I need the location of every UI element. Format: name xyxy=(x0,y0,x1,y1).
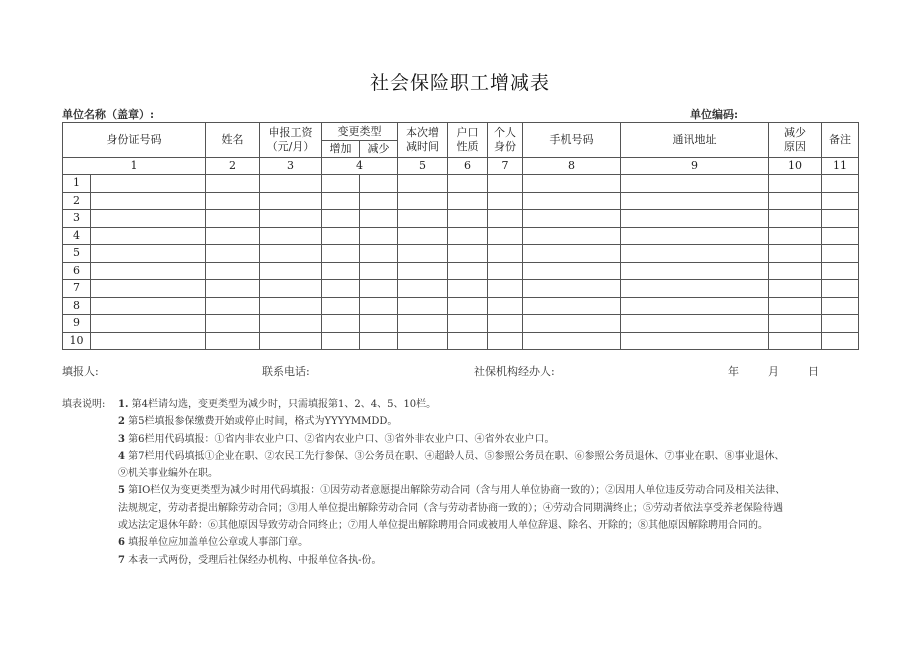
table-cell[interactable] xyxy=(398,245,448,263)
table-cell[interactable] xyxy=(769,315,822,333)
row-number: 7 xyxy=(63,280,91,298)
instruction-number: 5 xyxy=(118,485,125,497)
agent-label: 社保机构经办人: xyxy=(474,365,555,378)
instruction-body: 第6栏用代码填报：①省内非农业户口、②省内农业户口、③省外非农业户口、④省外农业户口。 xyxy=(124,433,555,445)
table-cell[interactable] xyxy=(621,245,769,263)
row-number: 1 xyxy=(63,175,91,193)
table-cell[interactable] xyxy=(260,245,322,263)
table-cell[interactable] xyxy=(822,227,859,245)
table-cell[interactable] xyxy=(523,210,621,228)
column-number-row xyxy=(63,158,859,175)
header-increase: 增加 xyxy=(322,141,360,158)
table-cell[interactable] xyxy=(621,315,769,333)
table-cell[interactable] xyxy=(360,245,398,263)
table-cell[interactable] xyxy=(769,297,822,315)
table-cell[interactable] xyxy=(360,297,398,315)
table-cell[interactable] xyxy=(260,315,322,333)
table-cell[interactable] xyxy=(769,332,822,350)
header-phone: 手机号码 xyxy=(523,123,621,158)
table-cell[interactable] xyxy=(91,297,206,315)
instruction-number: 2 xyxy=(118,416,125,428)
table-row xyxy=(63,175,859,193)
table-cell[interactable] xyxy=(322,297,360,315)
table-cell[interactable] xyxy=(822,245,859,263)
header-row xyxy=(63,123,859,141)
header-wage-line2: （元/月） xyxy=(266,140,315,153)
table-cell[interactable] xyxy=(322,175,360,193)
table-cell[interactable] xyxy=(448,175,488,193)
table-cell[interactable] xyxy=(769,280,822,298)
table-cell[interactable] xyxy=(206,297,260,315)
table-body xyxy=(63,175,859,350)
row-number: 6 xyxy=(63,262,91,280)
table-cell[interactable] xyxy=(822,192,859,210)
table-cell[interactable] xyxy=(260,175,322,193)
table-cell[interactable] xyxy=(260,297,322,315)
column-number-9: 9 xyxy=(621,158,769,175)
table-cell[interactable] xyxy=(448,192,488,210)
table-row xyxy=(63,210,859,228)
table-cell[interactable] xyxy=(621,210,769,228)
instruction-text xyxy=(118,413,788,430)
table-cell[interactable] xyxy=(822,280,859,298)
table-cell[interactable] xyxy=(360,210,398,228)
table-cell[interactable] xyxy=(621,297,769,315)
table-cell[interactable] xyxy=(360,280,398,298)
table-cell[interactable] xyxy=(322,262,360,280)
table-cell[interactable] xyxy=(91,175,206,193)
table-cell[interactable] xyxy=(621,192,769,210)
header-address: 通讯地址 xyxy=(621,123,769,158)
column-number-4: 4 xyxy=(322,158,398,175)
table-cell[interactable] xyxy=(488,297,523,315)
header-name: 姓名 xyxy=(206,123,260,158)
instruction-body: 第7栏用代码填抵①企业在职、②农民工先行参保、③公务员在职、④超龄人员、⑤参照公务员在职、⑥参照公务员退休、⑦事业在职、⑧事业退休、⑨机关事业编外在职。 xyxy=(118,450,785,480)
header-reason xyxy=(769,123,822,158)
table-cell[interactable] xyxy=(488,227,523,245)
table-cell[interactable] xyxy=(488,245,523,263)
table-cell[interactable] xyxy=(322,280,360,298)
row-number: 10 xyxy=(63,332,91,350)
row-number: 5 xyxy=(63,245,91,263)
instruction-text xyxy=(118,534,788,551)
header-time-line2: 减时间 xyxy=(406,140,439,153)
instruction-text xyxy=(118,396,788,413)
table-cell[interactable] xyxy=(360,192,398,210)
table-row xyxy=(63,227,859,245)
table-row xyxy=(63,297,859,315)
table-cell[interactable] xyxy=(398,227,448,245)
instruction-item xyxy=(62,396,862,413)
instructions-spacer xyxy=(62,482,118,534)
table-cell[interactable] xyxy=(488,332,523,350)
instruction-body: 第4栏请勾选，变更类型为减少时，只需填报第1、2、4、5、10栏。 xyxy=(128,399,437,410)
table-cell[interactable] xyxy=(322,210,360,228)
instruction-number: 6 xyxy=(118,537,125,549)
table-cell[interactable] xyxy=(769,245,822,263)
table-cell[interactable] xyxy=(523,175,621,193)
header-change-time xyxy=(398,123,448,158)
month-label: 月 xyxy=(768,365,779,378)
table-cell[interactable] xyxy=(448,245,488,263)
header-id-number: 身份证号码 xyxy=(63,123,206,158)
instruction-item xyxy=(62,482,862,534)
table-cell[interactable] xyxy=(322,332,360,350)
table-cell[interactable] xyxy=(523,262,621,280)
table-cell[interactable] xyxy=(621,280,769,298)
instruction-text xyxy=(118,448,788,483)
filler-label: 填报人: xyxy=(62,365,99,378)
table-cell[interactable] xyxy=(206,192,260,210)
instructions-spacer xyxy=(62,448,118,483)
table-cell[interactable] xyxy=(322,192,360,210)
header-wage-line1: 申报工资 xyxy=(268,126,313,139)
row-number: 8 xyxy=(63,297,91,315)
table-cell[interactable] xyxy=(91,192,206,210)
table-cell[interactable] xyxy=(206,210,260,228)
table-cell[interactable] xyxy=(360,227,398,245)
header-hukou-line1: 户口 xyxy=(456,126,479,139)
table-cell[interactable] xyxy=(822,210,859,228)
table-cell[interactable] xyxy=(523,315,621,333)
instructions-spacer xyxy=(62,413,118,430)
table-cell[interactable] xyxy=(621,175,769,193)
row-number: 3 xyxy=(63,210,91,228)
header-identity-line2: 身份 xyxy=(494,140,516,153)
table-cell[interactable] xyxy=(769,227,822,245)
table-cell[interactable] xyxy=(360,262,398,280)
instruction-number: 4 xyxy=(118,450,125,462)
table-cell[interactable] xyxy=(322,315,360,333)
table-cell[interactable] xyxy=(523,332,621,350)
unit-name-label: 单位名称（盖章）: xyxy=(62,108,155,121)
header-reason-line1: 减少 xyxy=(784,126,806,139)
table-cell[interactable] xyxy=(448,227,488,245)
table-cell[interactable] xyxy=(822,175,859,193)
table-cell[interactable] xyxy=(448,332,488,350)
table-cell[interactable] xyxy=(398,332,448,350)
instructions-spacer xyxy=(62,431,118,448)
table-cell[interactable] xyxy=(322,227,360,245)
table-cell[interactable] xyxy=(448,210,488,228)
table-cell[interactable] xyxy=(621,262,769,280)
instruction-text xyxy=(118,482,788,534)
table-cell[interactable] xyxy=(488,280,523,298)
header-wage xyxy=(260,123,322,158)
table-cell[interactable] xyxy=(398,175,448,193)
table-cell[interactable] xyxy=(488,210,523,228)
table-cell[interactable] xyxy=(769,210,822,228)
row-number: 9 xyxy=(63,315,91,333)
column-number-2: 2 xyxy=(206,158,260,175)
table-cell[interactable] xyxy=(91,262,206,280)
table-cell[interactable] xyxy=(398,262,448,280)
table-cell[interactable] xyxy=(523,192,621,210)
table-cell[interactable] xyxy=(398,315,448,333)
table-row xyxy=(63,280,859,298)
table-cell[interactable] xyxy=(206,315,260,333)
table-row xyxy=(63,192,859,210)
header-hukou-line2: 性质 xyxy=(456,140,479,153)
instruction-item xyxy=(62,552,862,569)
table-cell[interactable] xyxy=(260,262,322,280)
header-time-line1: 本次增 xyxy=(406,126,439,139)
table-cell[interactable] xyxy=(260,280,322,298)
table-cell[interactable] xyxy=(322,245,360,263)
table-cell[interactable] xyxy=(206,332,260,350)
table-cell[interactable] xyxy=(206,280,260,298)
table-cell[interactable] xyxy=(822,332,859,350)
header-change-type: 变更类型 xyxy=(322,123,398,141)
table-cell[interactable] xyxy=(523,297,621,315)
table-cell[interactable] xyxy=(398,210,448,228)
year-label: 年 xyxy=(728,365,739,378)
table-cell[interactable] xyxy=(822,262,859,280)
header-remarks: 备注 xyxy=(822,123,859,158)
table-cell[interactable] xyxy=(91,332,206,350)
instructions xyxy=(62,396,862,569)
table-row xyxy=(63,262,859,280)
table-cell[interactable] xyxy=(523,245,621,263)
table-cell[interactable] xyxy=(206,227,260,245)
unit-code-label: 单位编码: xyxy=(690,108,739,121)
header-identity xyxy=(488,123,523,158)
staff-change-table xyxy=(62,122,859,350)
instruction-text xyxy=(118,431,788,448)
table-cell[interactable] xyxy=(398,280,448,298)
instruction-number: 1. xyxy=(118,399,129,410)
header-reason-line2: 原因 xyxy=(784,140,806,153)
header-hukou xyxy=(448,123,488,158)
table-cell[interactable] xyxy=(769,192,822,210)
table-cell[interactable] xyxy=(260,192,322,210)
instructions-list xyxy=(62,396,862,569)
table-cell[interactable] xyxy=(360,175,398,193)
row-number: 2 xyxy=(63,192,91,210)
instruction-item xyxy=(62,431,862,448)
table-cell[interactable] xyxy=(260,332,322,350)
column-number-1: 1 xyxy=(63,158,206,175)
table-cell[interactable] xyxy=(260,210,322,228)
table-cell[interactable] xyxy=(206,262,260,280)
header-identity-line1: 个人 xyxy=(494,126,516,139)
column-number-11: 11 xyxy=(822,158,859,175)
table-cell[interactable] xyxy=(523,227,621,245)
instruction-number: 3 xyxy=(118,433,125,445)
column-number-7: 7 xyxy=(488,158,523,175)
page-title: 社会保险职工增减表 xyxy=(369,72,550,94)
instruction-body: 本表一式两份，受理后社保经办机构、中报单位各执-份。 xyxy=(124,554,382,566)
table-cell[interactable] xyxy=(448,315,488,333)
table-cell[interactable] xyxy=(398,192,448,210)
table-cell[interactable] xyxy=(360,315,398,333)
instruction-body: 第5栏填报参保缴费开始或停止时间，格式为YYYYMMDD。 xyxy=(124,416,398,428)
instruction-number: 7 xyxy=(118,554,125,566)
table-cell[interactable] xyxy=(91,315,206,333)
instruction-item xyxy=(62,413,862,430)
table-cell[interactable] xyxy=(488,175,523,193)
table-cell[interactable] xyxy=(448,280,488,298)
table-cell[interactable] xyxy=(91,245,206,263)
table-cell[interactable] xyxy=(769,262,822,280)
table-row xyxy=(63,245,859,263)
table-cell[interactable] xyxy=(206,175,260,193)
column-number-10: 10 xyxy=(769,158,822,175)
table-cell[interactable] xyxy=(398,297,448,315)
row-number: 4 xyxy=(63,227,91,245)
table-cell[interactable] xyxy=(621,227,769,245)
contact-phone-label: 联系电话: xyxy=(262,365,310,378)
instruction-item xyxy=(62,534,862,551)
instructions-spacer xyxy=(62,552,118,569)
column-number-3: 3 xyxy=(260,158,322,175)
instructions-spacer xyxy=(62,534,118,551)
table-cell[interactable] xyxy=(260,227,322,245)
table-cell[interactable] xyxy=(91,280,206,298)
table-cell[interactable] xyxy=(523,280,621,298)
instruction-item xyxy=(62,448,862,483)
table-row xyxy=(63,315,859,333)
table-cell[interactable] xyxy=(448,297,488,315)
table-cell[interactable] xyxy=(488,262,523,280)
column-number-6: 6 xyxy=(448,158,488,175)
instruction-body: 填报单位应加盖单位公章或人事部门章。 xyxy=(124,537,309,549)
instructions-label: 填表说明: xyxy=(62,399,106,410)
column-number-5: 5 xyxy=(398,158,448,175)
table-cell[interactable] xyxy=(822,315,859,333)
instruction-text xyxy=(118,552,788,569)
table-cell[interactable] xyxy=(91,210,206,228)
day-label: 日 xyxy=(808,365,819,378)
table-cell[interactable] xyxy=(822,297,859,315)
table-cell[interactable] xyxy=(488,315,523,333)
table-cell[interactable] xyxy=(488,192,523,210)
table-cell[interactable] xyxy=(448,262,488,280)
column-number-8: 8 xyxy=(523,158,621,175)
table-cell[interactable] xyxy=(621,332,769,350)
header-decrease: 减少 xyxy=(360,141,398,158)
table-cell[interactable] xyxy=(206,245,260,263)
table-cell[interactable] xyxy=(360,332,398,350)
table-row xyxy=(63,332,859,350)
table-cell[interactable] xyxy=(91,227,206,245)
instruction-body: 第IO栏仅为变更类型为减少时用代码填报：①因劳动者意愿提出解除劳动合同（含与用人单位协商一致的）；②因用人单位违反劳动合同及相关法律、法规规定，劳动者提出解除劳动合同；③用人单位提出解除劳动合同（含与劳动者协商一致的）；④劳动合同期满终止；⑤劳动者依法享受养老保险待遇或达法定退休年龄：⑥其他原因导致劳动合同终止；⑦用人单位提出解除聘用合同或被用人单位辞退、除名、开除的；⑧其他原因解除聘用合同的。 xyxy=(118,485,786,532)
table-cell[interactable] xyxy=(769,175,822,193)
